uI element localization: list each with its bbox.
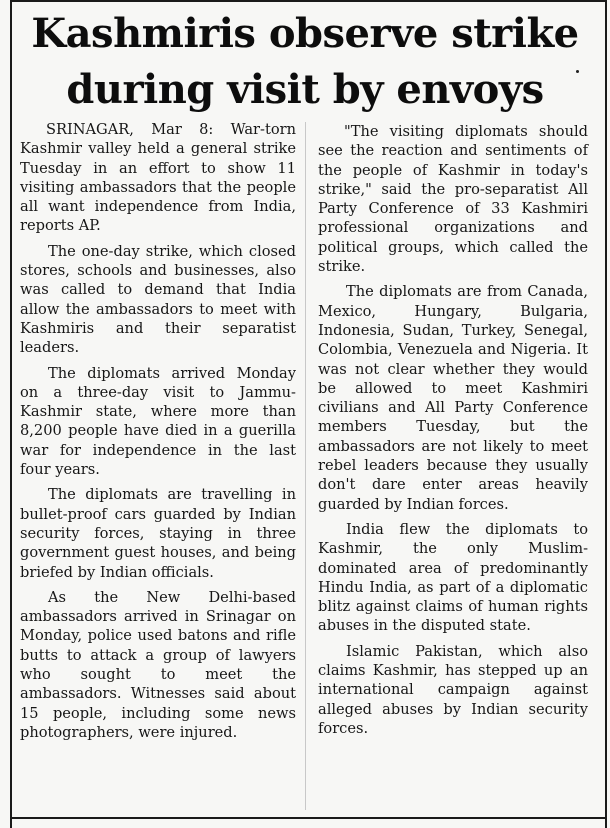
paragraph: India flew the diplomats to Kashmir, the only Muslim-dominated area of predominantly Hindu India, as part of a diplomatic blitz against claims of human rights abuses in the disputed state. — [318, 520, 588, 635]
paragraph: The diplomats are travelling in bullet-proof cars guarded by Indian security forces, staying in three government guest houses, and being briefed by Indian officials. — [20, 486, 296, 581]
paragraph: The one-day strike, which closed stores, schools and businesses, also was called to demand that India allow the ambassadors to meet with Kashmiris and their separatist leaders. — [20, 242, 296, 357]
column-divider — [305, 122, 306, 810]
paragraph-dateline: SRINAGAR, Mar 8: War-torn Kashmir valley held a general strike Tuesday in an effort to show 11 visiting ambassadors that the people all want independence from India, reports AP. — [20, 121, 296, 235]
left-border-rule — [10, 0, 12, 828]
paragraph: The diplomats are from Canada, Mexico, Hungary, Bulgaria, Indonesia, Sudan, Turkey, Senegal, Colombia, Venezuela and Nigeria. It was not clear whether they would be allowed to meet Kashmiri civilians and All Party Conference members Tuesday, but the ambassadors are not likely to meet rebel leaders because they usually don't dare enter areas heavily guarded by Indian forces. — [318, 283, 588, 513]
right-column — [318, 122, 588, 744]
left-column — [20, 120, 296, 748]
right-border-rule — [605, 0, 607, 828]
paragraph: Islamic Pakistan, which also claims Kashmir, has stepped up an international campaign against alleged abuses by Indian security forces. — [318, 642, 588, 737]
headline-line-2: during visit by envoys — [66, 66, 544, 113]
top-border-rule — [10, 0, 607, 2]
bottom-border-rule — [10, 817, 607, 819]
paragraph-quote: "The visiting diplomats should see the reaction and sentiments of the people of Kashmir in today's strike," said the pro-separatist All Party Conference of 33 Kashmiri professional organizations and political groups, which called the strike. — [318, 123, 588, 276]
headline-line-1: Kashmiris observe strike — [31, 10, 579, 57]
headline — [14, 6, 596, 118]
paragraph: As the New Delhi-based ambassadors arrived in Srinagar on Monday, police used batons and rifle butts to attack a group of lawyers who sought to meet the ambassadors. Witnesses said about 15 people, including some news photographers, were injured. — [20, 588, 296, 741]
paragraph: The diplomats arrived Monday on a three-day visit to Jammu-Kashmir state, where more than 8,200 people have died in a guerilla war for independence in the last four years. — [20, 364, 296, 479]
